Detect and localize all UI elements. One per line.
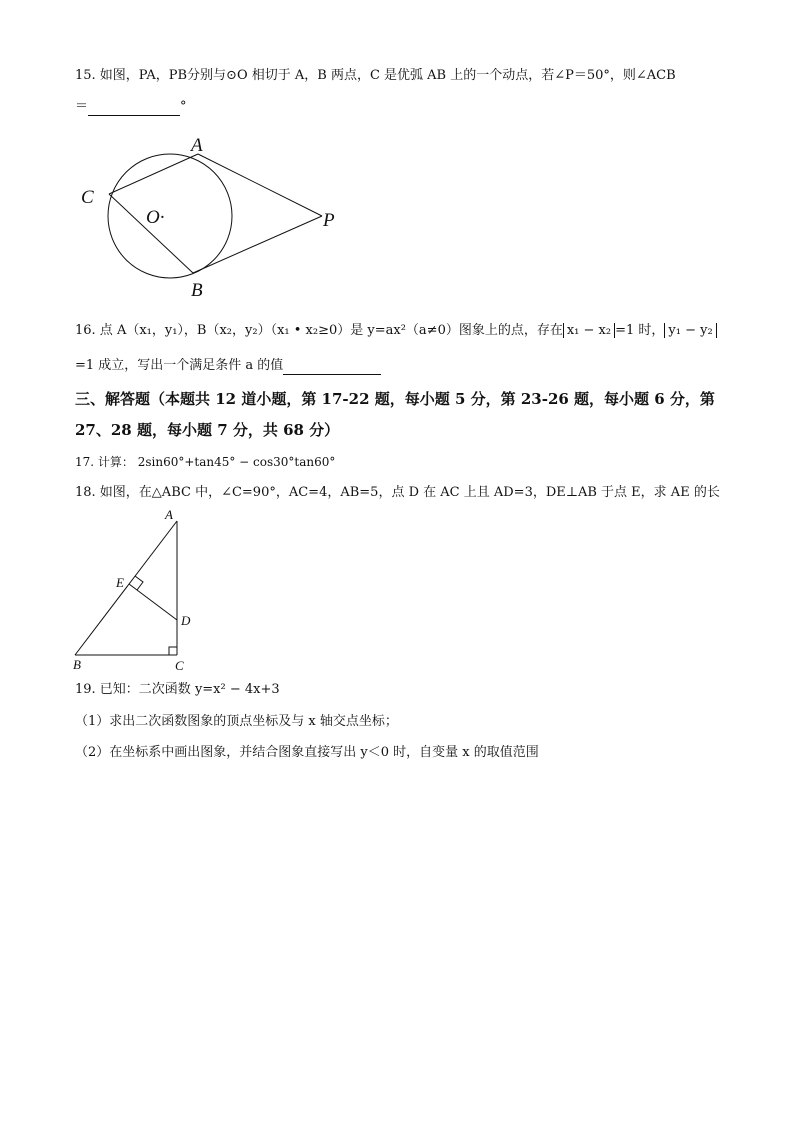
- label-c: C: [175, 658, 184, 673]
- section-3-heading-2: 27、28 题，每小题 7 分，共 68 分）: [75, 421, 340, 439]
- q15-line1: [75, 67, 676, 85]
- q19-part2: （2）在坐标系中画出图象，并结合图象直接写出 y＜0 时，自变量 x 的取值范围: [75, 745, 539, 760]
- segment-ca: [109, 154, 198, 194]
- q16-text-1: 16. 点 A（x₁，y₁），B（x₂，y₂）（x₁ • x₂≥0）是 y=ax²（a≠0）图象上的点，存在: [75, 323, 563, 338]
- q15-equals: ＝: [75, 99, 89, 114]
- q15-line2: [75, 98, 187, 116]
- segment-pa: [198, 154, 322, 216]
- q16-text-3: =1 成立，写出一个满足条件 a 的值: [75, 358, 284, 373]
- segment-cb: [109, 194, 193, 273]
- q16-line1: [75, 322, 717, 340]
- section-3-heading-1: 三、解答题（本题共 12 道小题，第 17-22 题，每小题 5 分，第 23-26 题，每小题 6 分，第: [75, 390, 715, 408]
- q16-text-2: =1 时，: [615, 323, 665, 338]
- segment-pb: [193, 216, 322, 273]
- right-angle-mark-e: [135, 576, 143, 590]
- q17-text: 17. 计算： 2sin60°+tan45° − cos30°tan60°: [75, 455, 336, 469]
- label-o: O·: [146, 207, 165, 228]
- circle-o: [108, 154, 232, 278]
- label-a: A: [165, 507, 173, 522]
- segment-de: [129, 584, 177, 620]
- q16-answer-blank[interactable]: [283, 360, 381, 375]
- q19-title: 19. 已知：二次函数 y=x² − 4x+3: [75, 682, 280, 697]
- q16-line2: [75, 357, 381, 375]
- q15-text: 15. 如图，PA，PB分别与⊙O 相切于 A，B 两点，C 是优弧 AB 上的一个动点，若∠P＝50°，则∠ACB: [75, 68, 676, 83]
- q15-figure: [75, 130, 355, 305]
- q15-answer-blank[interactable]: [88, 101, 180, 116]
- label-c: C: [81, 187, 94, 208]
- q16-abs-x: x₁ − x₂: [563, 323, 615, 338]
- q18-text: 18. 如图，在△ABC 中，∠C=90°，AC=4，AB=5，点 D 在 AC 上且 AD=3，DE⊥AB 于点 E，求 AE 的长: [75, 485, 720, 500]
- label-e: E: [116, 575, 124, 590]
- q15-degree: °: [180, 99, 187, 114]
- segment-ab: [75, 521, 177, 655]
- label-d: D: [181, 613, 191, 628]
- q19-part1: （1）求出二次函数图象的顶点坐标及与 x 轴交点坐标；: [75, 714, 398, 729]
- label-b: B: [73, 657, 81, 672]
- q18-figure: [65, 505, 205, 675]
- label-p: P: [323, 210, 335, 231]
- right-angle-mark-c: [169, 647, 177, 655]
- label-a: A: [191, 135, 203, 156]
- label-b: B: [191, 280, 203, 301]
- q16-abs-y: y₁ − y₂: [664, 323, 716, 338]
